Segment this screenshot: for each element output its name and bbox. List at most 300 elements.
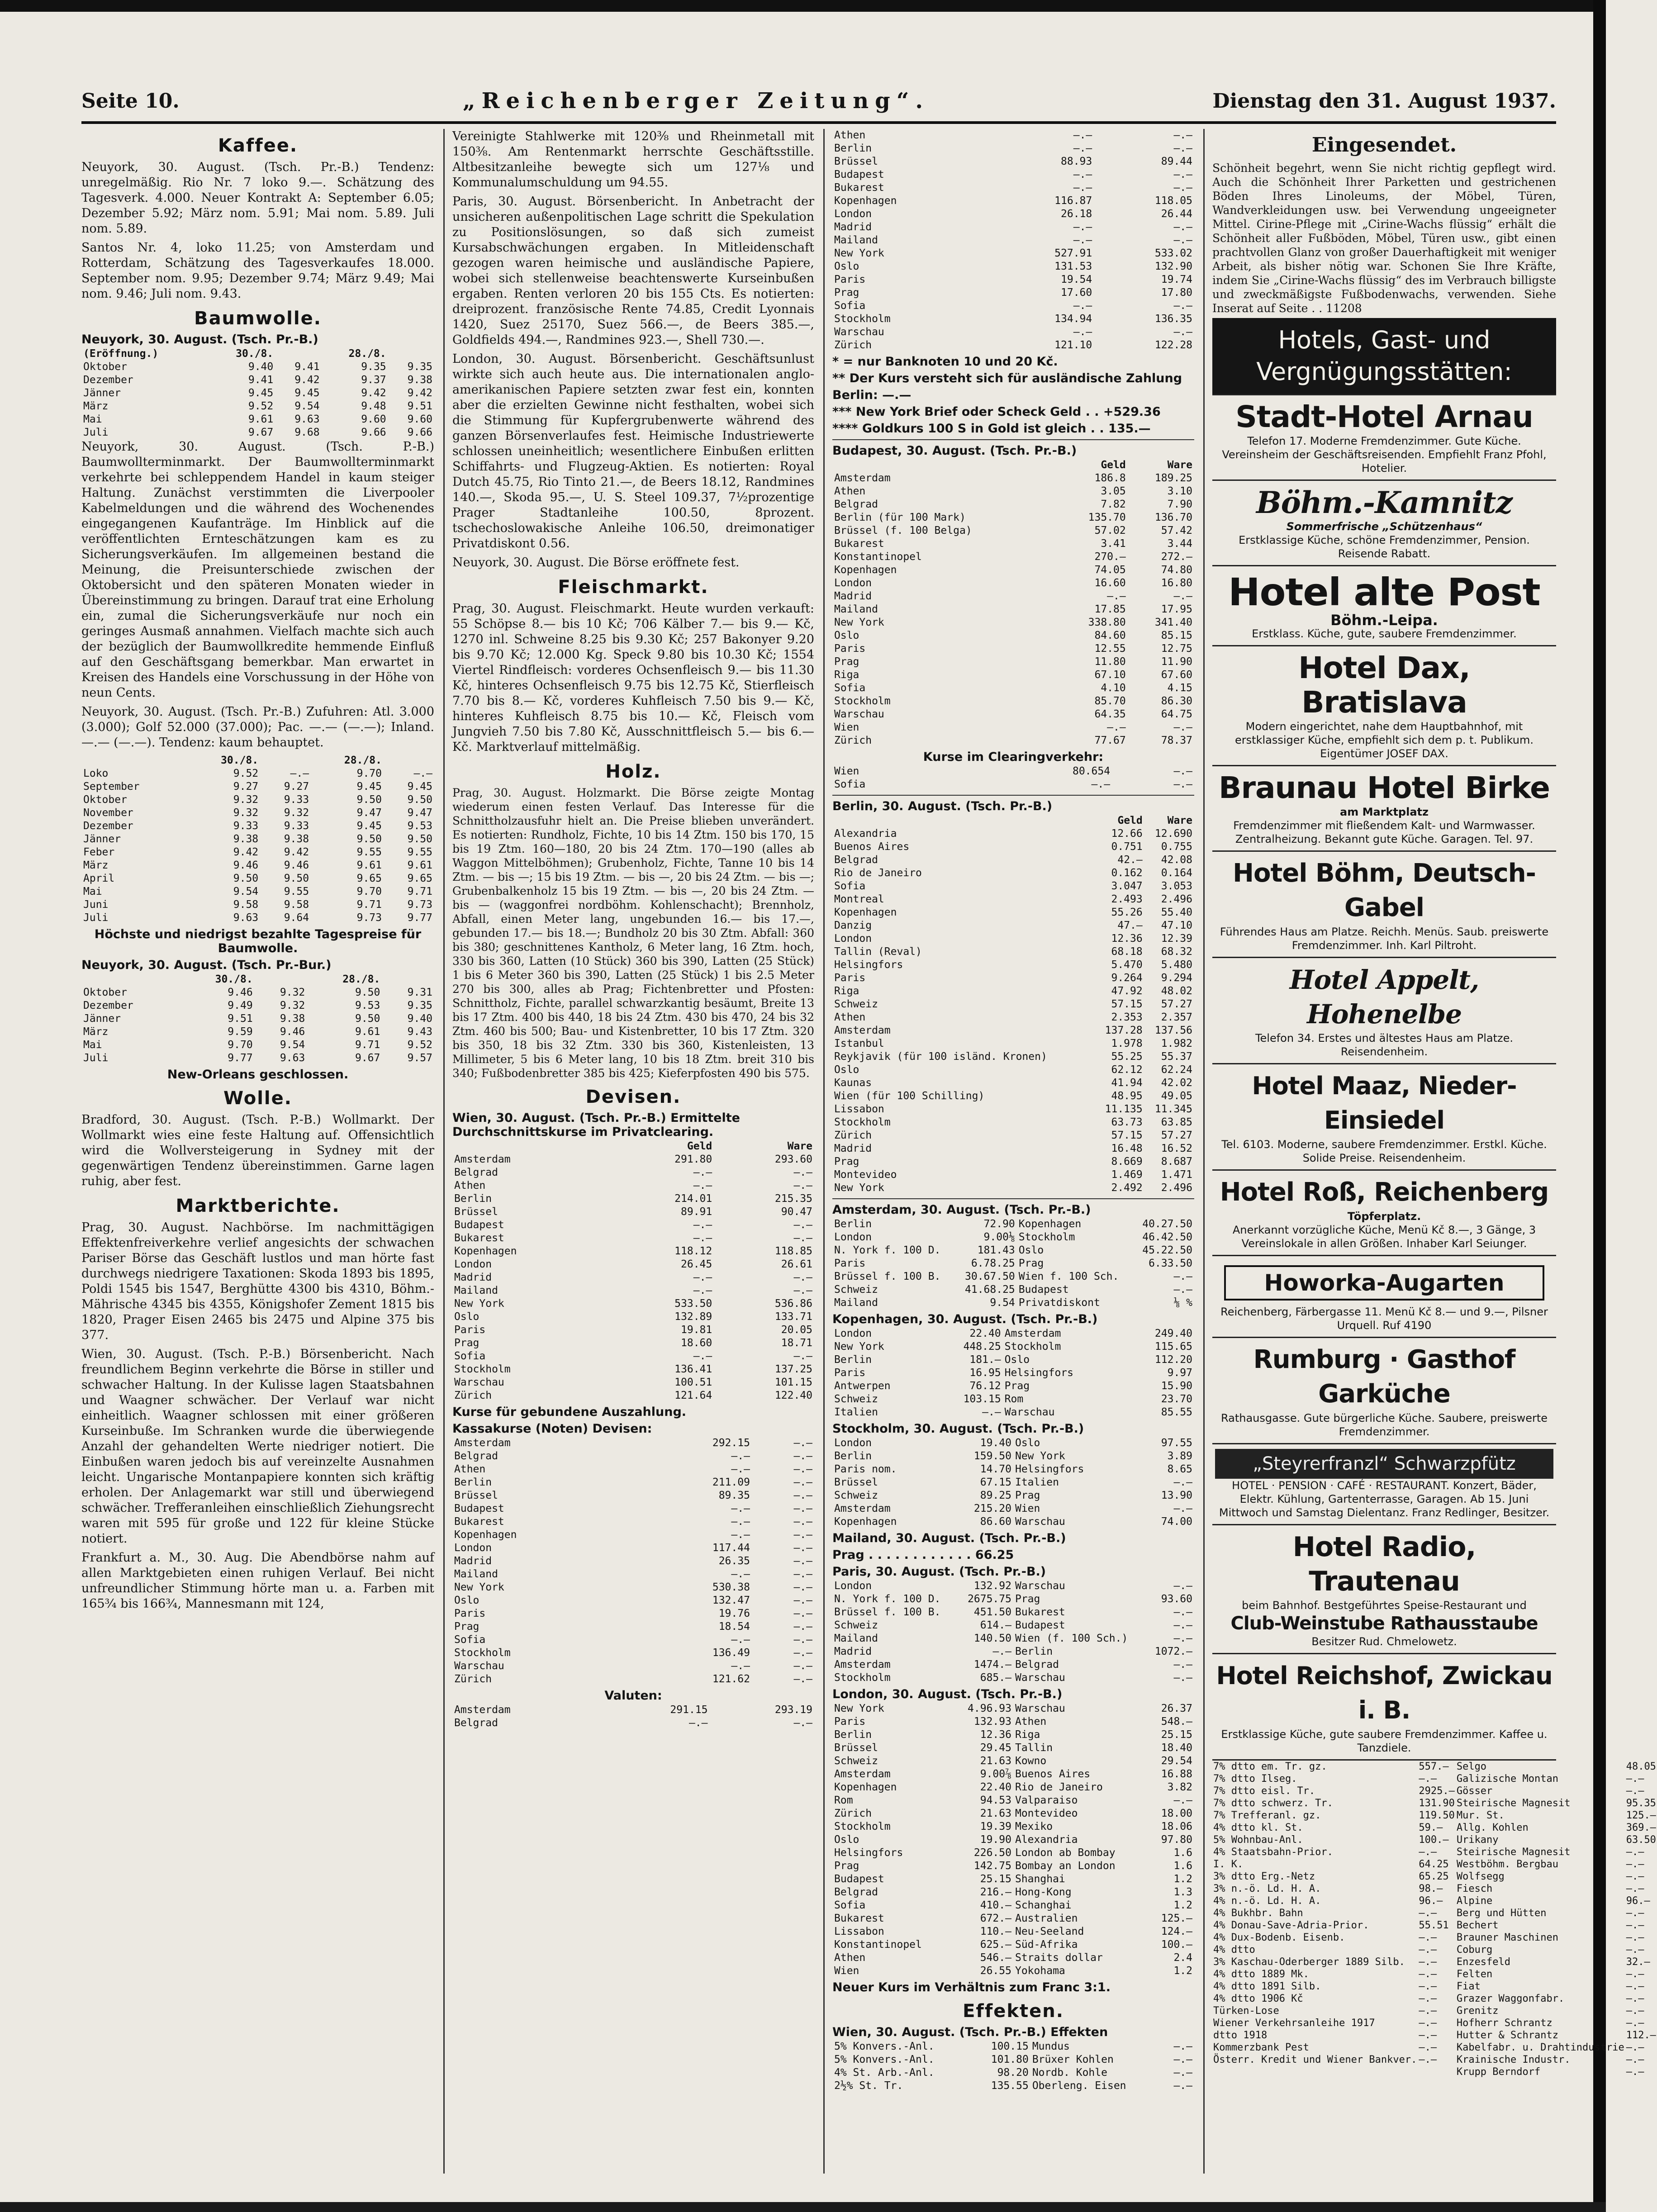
cell-value: 6.78.25 (971, 1258, 1015, 1269)
cell-value: 9.63 (280, 1052, 305, 1064)
table-row (452, 1704, 814, 1717)
row-label: 7% dtto em. Tr. gz. (1213, 1761, 1327, 1772)
cell-value: —.— (793, 1621, 812, 1633)
row-label: Rom (1004, 1393, 1024, 1405)
row-label: Warschau (1015, 1703, 1065, 1714)
newspaper-title: „Reichenberger Zeitung“. (463, 88, 930, 114)
row-label: Madrid (834, 221, 872, 233)
cell-value: —.— (1173, 1580, 1192, 1592)
cell-value: 46.42.50 (1142, 1231, 1192, 1243)
table-row (832, 1580, 1194, 1593)
row-label: Steirische Magnesit (1456, 1846, 1571, 1858)
row-label: Athen (834, 129, 866, 141)
table-row (452, 1568, 814, 1581)
row-label: Warschau (1004, 1406, 1055, 1418)
table-row (832, 1367, 1194, 1380)
kopenhagen-table (832, 1327, 1194, 1419)
budapest-table (832, 459, 1194, 747)
effekten-table (832, 2040, 1194, 2093)
cell-value: 2.4 (1173, 1952, 1192, 1964)
cell-value: 97.80 (1161, 1834, 1192, 1846)
cell-value: —.— (731, 1450, 750, 1462)
cell-value: 338.80 (1088, 617, 1126, 628)
cell-value: 29.54 (1161, 1755, 1192, 1767)
column-3 (832, 129, 1194, 2174)
cell-value: 122.28 (1154, 339, 1192, 351)
table-row (832, 655, 1194, 669)
row-label: Prag (1004, 1380, 1030, 1392)
cell-value: 96.— (1419, 1895, 1443, 1907)
cell-value: 9.58 (233, 899, 259, 911)
cell-value: 9.50 (407, 794, 432, 806)
table-row (832, 695, 1194, 708)
row-label: London (454, 1542, 492, 1554)
cell-value: 9.41 (294, 361, 320, 373)
cell-value: 65.25 (1419, 1871, 1449, 1882)
berlin-heading: Berlin, 30. August. (Tsch. Pr.-B.) (832, 799, 1053, 813)
section-heading-fleischmarkt: Fleischmarkt. (558, 577, 709, 598)
cell-value: —.— (793, 1463, 812, 1475)
cell-value: 9.55 (284, 886, 309, 897)
row-label: 3% dtto Erg.-Netz (1213, 1871, 1315, 1882)
table-row (832, 577, 1194, 590)
row-label: New York (834, 1182, 884, 1194)
row-label: Zürich (454, 1673, 492, 1685)
row-label: Kopenhagen (454, 1245, 517, 1257)
cell-value: 9.38 (280, 1013, 305, 1025)
table-row (832, 1050, 1194, 1063)
row-label: 5% Wohnbau-Anl. (1213, 1834, 1303, 1846)
cell-value: 49.05 (1161, 1090, 1192, 1102)
table-row (81, 859, 434, 872)
row-label: Madrid (454, 1555, 492, 1567)
cell-value: 215.20 (973, 1503, 1011, 1514)
row-label: Mailand (834, 1633, 878, 1644)
row-label: Shanghai (1015, 1873, 1065, 1885)
table-row (832, 195, 1194, 208)
cell-value: 74.05 (1094, 564, 1126, 576)
cell-value: 181.43 (977, 1244, 1015, 1256)
table-row (452, 1633, 814, 1647)
row-label: Riga (1015, 1729, 1040, 1741)
cell-value: —.— (1173, 1619, 1192, 1631)
cell-value: 45.22.50 (1142, 1244, 1192, 1256)
cell-value: 9.70 (228, 1039, 253, 1051)
row-label: Antwerpen (834, 1380, 891, 1392)
cell-value: —.— (1173, 590, 1192, 602)
table-row (832, 1063, 1194, 1077)
cell-value: —.— (793, 1647, 812, 1659)
table-row (832, 1873, 1194, 1886)
table-row (832, 485, 1194, 498)
row-label: Oslo (834, 261, 859, 272)
row-label: Mur. St. (1456, 1810, 1505, 1821)
cell-value: —.— (793, 1634, 812, 1646)
cell-value: 8.687 (1161, 1156, 1192, 1168)
cell-value: —.— (793, 1568, 812, 1580)
cell-value: —.— (793, 1450, 812, 1462)
cell-value: 131.90 (1419, 1798, 1455, 1809)
row-label: I. K. (1213, 1859, 1244, 1870)
row-label: Juli (83, 912, 109, 924)
devisen-table-wien (452, 1140, 814, 1402)
row-label: Paris (454, 1608, 486, 1619)
table-row (1212, 1895, 1657, 1907)
row-label: Belgrad (454, 1450, 498, 1462)
cell-value: 9.57 (407, 1052, 432, 1064)
row-label: Oktober (83, 361, 127, 373)
cell-value: —.— (1173, 1284, 1192, 1296)
cell-value: —.— (1073, 300, 1092, 312)
row-label: März (83, 1026, 109, 1038)
table-row (832, 2066, 1194, 2079)
cell-value: 18.71 (781, 1337, 812, 1349)
table-row (832, 1742, 1194, 1755)
cell-value: 11.135 (1105, 1103, 1143, 1115)
cell-value: 116.87 (1054, 195, 1092, 207)
row-label: Wien (für 100 Schilling) (834, 1090, 985, 1102)
cell-value: 9.66 (361, 427, 386, 438)
row-label: Dezember (83, 820, 133, 832)
cell-value: 96.— (1626, 1895, 1650, 1907)
table-row (452, 1581, 814, 1594)
row-label: 4% Donau-Save-Adria-Prior. (1213, 1920, 1369, 1931)
row-label: Athen (454, 1180, 486, 1191)
cell-value: 90.47 (781, 1206, 812, 1218)
cell-value: 2.492 (1111, 1182, 1143, 1194)
paris-table (832, 1580, 1194, 1685)
table-row (832, 1965, 1194, 1978)
cell-value: —.— (693, 1350, 712, 1362)
cell-value: —.— (1419, 2030, 1437, 2041)
table-row (452, 1376, 814, 1389)
table-row (832, 629, 1194, 642)
table-row (832, 1231, 1194, 1244)
clearing-table (832, 765, 1194, 791)
page-number: Seite 10. (81, 89, 180, 113)
london-report: London, 30. August. Börsenbericht. Geschäftsunlust wirkte sich auch heute aus. Die internationalen anglo-amerikanischen Papiere setzten zwar fest ein, konnten aber die erzielten Gewinne nicht festhalten, wobei sich die Stimmung für Kupfergrubenwerte während des ganzen Börsenverlaufes fest. Heimische Industriewerte schlossen uneinheitlich; wesentlichere Einbußen erlitten Schiffahrts- und Flugzeug-Aktien. Es notierten: Royal Dutch 45.75, Rio Tinto 21.—, de Beers 18.12, Randmines 140.—, Skoda 95.—, U. S. Steel 109.37, 7½prozentige Prager Stadtanleihe 100.50, 8prozent. tschechoslowakische Anleihe 106.50, dreimonatiger Privatdiskont 0.56. (452, 352, 814, 551)
mailand-heading: Mailand, 30. August. (Tsch. Pr.-B.) (832, 1531, 1066, 1545)
cell-value: 72.90 (983, 1218, 1015, 1230)
row-label: 4% dtto 1889 Mk. (1213, 1969, 1309, 1980)
row-label: Warschau (454, 1377, 504, 1388)
cell-value: 85.70 (1094, 695, 1126, 707)
cell-value: 74.80 (1161, 564, 1192, 576)
ad-text: beim Bahnhof. Bestgeführtes Speise-Restaurant und (1242, 1599, 1527, 1612)
row-label: Stockholm (454, 1647, 511, 1659)
row-label: 4% n.-ö. Ld. H. A. (1213, 1895, 1321, 1907)
cell-value: 9.53 (355, 1000, 380, 1011)
cell-value: 17.95 (1161, 603, 1192, 615)
cell-value: 137.56 (1154, 1025, 1192, 1036)
cell-value: 1.6 (1173, 1847, 1192, 1859)
cell-value: 9.42 (284, 846, 309, 858)
baumwolle-zufuhren: Neuyork, 30. August. (Tsch. Pr.-B.) Zufuhren: Atl. 3.000 (3.000); Golf 52.000 (37.000); Pac. —.— (—.—); Inland. —.— (—.—). Tendenz: kaum behauptet. (81, 705, 434, 750)
row-label: Oslo (834, 630, 859, 641)
cell-value: 131.53 (1054, 261, 1092, 272)
row-label: Oberleng. Eisen (1032, 2080, 1126, 2092)
cell-value: —.— (1173, 1633, 1192, 1644)
row-label: Westböhm. Bergbau (1456, 1859, 1558, 1870)
row-label: Paris (834, 274, 866, 285)
row-label: Felten (1456, 1969, 1493, 1980)
cell-value: —.— (1626, 1785, 1644, 1797)
cell-value: 9.60 (407, 413, 432, 425)
ad-title: Hotel Radio, Trautenau (1292, 1531, 1476, 1597)
table-row (832, 1886, 1194, 1899)
row-label: Montevideo (834, 1169, 897, 1181)
table-row (832, 932, 1194, 945)
section-heading-devisen: Devisen. (585, 1087, 681, 1107)
cell-value: 64.25 (1419, 1859, 1449, 1870)
ad-place: am Marktplatz (1340, 806, 1429, 818)
cell-value: 16.80 (1161, 577, 1192, 589)
table-row (81, 400, 434, 413)
cell-value: —.— (1626, 1773, 1644, 1785)
cell-value: 3.10 (1167, 485, 1192, 497)
cell-value: 63.85 (1161, 1116, 1192, 1128)
cell-value: —.— (1419, 1773, 1437, 1785)
cell-value: 2925.— (1419, 1785, 1455, 1797)
baumwolle-subheading: Neuyork, 30. August. (Tsch. Pr.-B.) (81, 332, 318, 347)
cell-value: —.— (793, 1595, 812, 1606)
cell-value: 9.50 (355, 987, 380, 998)
cell-value: —.— (413, 768, 432, 779)
table-row (832, 564, 1194, 577)
cell-value: 9.54 (294, 400, 320, 412)
cell-value: —.— (1626, 1969, 1644, 1980)
amsterdam-heading: Amsterdam, 30. August. (Tsch. Pr.-B.) (832, 1203, 1091, 1217)
cell-value: 7.90 (1167, 498, 1192, 510)
table-row (832, 827, 1194, 840)
row-label: Wiener Verkehrsanleihe 1917 (1213, 2017, 1375, 2029)
cell-value: —.— (1173, 765, 1192, 777)
row-label: Zürich (454, 1390, 492, 1401)
row-label: Brüxer Kohlen (1032, 2054, 1114, 2065)
ad-title: Hotel Dax, Bratislava (1298, 650, 1470, 720)
row-label: Schweiz (834, 1393, 878, 1405)
table-row (452, 1192, 814, 1206)
cell-value: 57.42 (1161, 525, 1192, 536)
cell-value: 3.82 (1167, 1781, 1192, 1793)
cell-value: 18.00 (1161, 1808, 1192, 1819)
baumwolle-report: Neuyork, 30. August. (Tsch. P.-B.) Baumwollterminmarkt. Der Baumwollterminmarkt verkehrte bei schleppendem Handel in kaum steiger Haltung. Zunächst verstimmten die Liverpooler Kabelmeldungen und die während des Wochenendes eingegangenen Kaufanträge. Im Hinblick auf die veröffentlichten Ernteschätzungen kam es zu Sicherungsverkäufen. Im allgemeinen bestand die Meinung, die Preisunterschiede zwischen der Oktobersicht und den späteren Monaten wieder in Übereinstimmung zu bringen. Darauf trat eine Erholung ein, zumal die Sicherungsverkäufe nur noch ein geringes Ausmaß annahmen. Vielfach machte sich auch der bezüglich der Baumwollkredite hemmende Einfluß auf den Geschäftsgang bemerkbar. Man erwartet in Kreisen des Handels eine Vorschussung in der Höhe von neun Cents. (81, 440, 434, 700)
table-row (1212, 1773, 1657, 1785)
cell-value: 62.24 (1161, 1064, 1192, 1076)
cell-value: 100.— (1161, 1939, 1192, 1951)
table-row (452, 1450, 814, 1463)
cell-value: 18.60 (681, 1337, 712, 1349)
row-label: Warschau (1015, 1516, 1065, 1528)
cell-value: 136.35 (1154, 313, 1192, 325)
new-orleans-closed: New-Orleans geschlossen. (167, 1068, 349, 1082)
row-label: Jänner (83, 387, 121, 399)
cell-value: 57.02 (1094, 525, 1126, 536)
cell-value: 64.35 (1094, 708, 1126, 720)
table-row (452, 1476, 814, 1489)
row-label: 4% dtto 1906 Kč (1213, 1993, 1303, 2004)
table-row (832, 208, 1194, 221)
table-row (832, 1658, 1194, 1671)
cell-value: 9.50 (233, 873, 259, 884)
table-row (832, 1024, 1194, 1037)
row-label: London (834, 1328, 872, 1339)
ad-text: Führendes Haus am Platze. Reichh. Menüs. Saub. preiswerte Fremdenzimmer. Inh. Karl Piltroht. (1220, 926, 1549, 952)
cell-value: 9.38 (233, 833, 259, 845)
row-label: Schweiz (834, 1284, 878, 1296)
row-label: N. York f. 100 D. (834, 1244, 941, 1256)
cell-value: 118.12 (674, 1245, 712, 1257)
table-row (81, 780, 434, 793)
row-label: Straits dollar (1015, 1952, 1103, 1964)
cell-value: 12.39 (1161, 933, 1192, 945)
cell-value: —.— (793, 1490, 812, 1501)
cell-value: —.— (1173, 2067, 1192, 2079)
row-label: Oslo (834, 1834, 859, 1846)
row-label: Süd-Afrika (1015, 1939, 1078, 1951)
column-header (388, 347, 434, 361)
cell-value: —.— (793, 1476, 812, 1488)
holz-report: Prag, 30. August. Holzmarkt. Die Börse zeigte Montag wiederum einen festen Verlauf. Das Interesse für die Schnittholzausfuhr hielt an. Die Preise blieben unverändert. Es notierten: Rundholz, Fichte, 10 bis 14 Ztm. 150 bis 170, 15 bis 19 Ztm. 160—180, 20 bis 24 Ztm. 170—190 (alles ab Waggon Mittelböhmen); Grubenholz, Fichte, Tanne 10 bis 14 Ztm. — bis —; 15 bis 19 Ztm. — bis —, 20 bis 24 Ztm. — bis —; Grubenbalkenholz 15 bis 19 Ztm. — bis —, 20 bis 24 Ztm. — bis — (waggonfrei nordböhm. Kohlenschacht); Brennholz, Abfall, einen Meter lang, ungebunden 16.— bis 17.—, gebunden 17.— bis 18.—; Bundholz 20 bis 30 Ztm. Abfall: 360 bis 380; geschnittenes Kantholz, 6 Meter lang, 16 Ztm. hoch, 330 bis 360, Latten (10 Stück) 360 bis 390, Latten (25 Stück) 1 bis 6 Meter 360 bis 390, Latten (25 Stück) 1 bis 2.5 Meter 270 bis 300, alles ab Prag; Fichtenbretter und Pfosten: Schnittholz, Fichte, parallel schwarzkantig besäumt, Breite 13 bis 17 Ztm. 400 bis 440, 18 bis 24 Ztm. 430 bis 470, 24 bis 32 Ztm. 460 bis 500; Bau- und Kistenbretter, 10 bis 17 Ztm. 320 bis 350, 18 bis 32 Ztm. 330 bis 360, Kistenleisten, 13 Millimeter, 5 bis 6 Meter lang, 10 bis 18 Ztm. breit 310 bis 340; Fußbodenbretter 385 bis 425; Kieferpfosten 490 bis 575. (452, 786, 814, 1080)
row-label (1212, 2066, 1418, 2078)
table-row (832, 1860, 1194, 1873)
cell-value: —.— (1419, 2017, 1437, 2029)
table-row (832, 326, 1194, 339)
table-row (452, 1607, 814, 1620)
cell-value: 9.47 (356, 807, 382, 819)
table-row (81, 872, 434, 885)
cell-value: 22.40 (980, 1781, 1011, 1793)
cell-value: 132.92 (973, 1580, 1011, 1592)
eingesendet-text: Schönheit begehrt, wenn Sie nicht richtig gepflegt wird. Auch die Schönheit Ihrer Parketten und gestrichenen Böden Ihres Linoleums, der Möbel, Türen, Wandverkleidungen usw. bei Verwendung ungeeigneter Mittel. Cirine-Pflege mit „Cirine-Wachs flüssig“ erhält die Schönheit aller Fußböden, Möbel, Türen usw., gibt einen prachtvollen Glanz von großer Dauerhaftigkeit mit weniger Arbeit, als bisher nötig war. Schonen Sie Ihre Kräfte, indem Sie „Cirine-Wachs flüssig“ des im Verbrauch billigste und zweckmäßigste Fußbodenwachs, verwenden. Siehe Inserat auf Seite . . 11208 (1212, 161, 1556, 315)
row-label: 4% dtto (1213, 1944, 1255, 1956)
row-label: Buenos Aires (1015, 1768, 1091, 1780)
cell-value: —.— (693, 1285, 712, 1296)
cell-value: 557.— (1419, 1761, 1449, 1772)
column-4 (1212, 129, 1656, 2174)
table-row (832, 2040, 1194, 2053)
cell-value: —.— (1073, 221, 1092, 233)
cell-value: 125.— (1161, 1913, 1192, 1924)
cell-value: —.— (290, 768, 309, 779)
devisen-footnote-2: ** Der Kurs versteht sich für ausländische Zahlung (832, 371, 1182, 385)
cell-value: —.— (731, 1503, 750, 1514)
row-label: Krupp Berndorf (1456, 2066, 1541, 2078)
table-row (832, 1619, 1194, 1632)
table-row (832, 472, 1194, 485)
table-row (81, 1052, 434, 1065)
table-row (1212, 1993, 1657, 2005)
table-row (1212, 1968, 1657, 1980)
row-label: Danzig (834, 920, 872, 931)
cell-value: —.— (1419, 1956, 1437, 1968)
cell-value: 48.95 (1111, 1090, 1143, 1102)
row-label: Sofia (834, 682, 866, 694)
row-label: Feber (83, 846, 115, 858)
table-row (832, 1244, 1194, 1257)
table-row (832, 1702, 1194, 1715)
cell-value: 112.20 (1154, 1354, 1192, 1366)
cell-value: 9.71 (407, 886, 432, 897)
row-label: Türken-Lose (1213, 2005, 1279, 2017)
cell-value: 29.45 (980, 1742, 1011, 1754)
cell-value: 42.— (1117, 854, 1143, 866)
cell-value: —.— (793, 1673, 812, 1685)
section-heading-marktberichte: Marktberichte. (176, 1196, 340, 1216)
cell-value: 341.40 (1154, 617, 1192, 628)
cell-value: 136.41 (674, 1363, 712, 1375)
row-label: Enzesfeld (1456, 1956, 1511, 1968)
cell-value: 7.82 (1101, 498, 1126, 510)
markt-wien: Wien, 30. August. (Tsch. P.-B.) Börsenbericht. Nach freundlichem Beginn verkehrte die Börse in stiller und schwacher Haltung. In der Kulisse lagen Staatsbahnen und Waagner schwächer. Der Verlauf war nicht einheitlich. Waagner schlossen mit einer größeren Kurseinbuße. Im Schranken wurde die überwiegende Anzahl der gehandelten Werte niedriger notiert. Die Einbußen waren jedoch bis auf vereinzelte Ausnahmen leicht. Ungarische Montanpapiere konnten sich kräftig erholen. Der Anlagemarkt war still und überwiegend schwächer. Trefferanleihen einschließlich Ziehungsrecht waren mit 595 für große und 122 für kleine Stücke notiert. (81, 1347, 434, 1546)
row-label: Bukarest (1015, 1606, 1065, 1618)
cell-value: 9.71 (356, 899, 382, 911)
cell-value: —.— (793, 1529, 812, 1541)
cell-value: 9.37 (361, 374, 386, 386)
cell-value: 9.50 (284, 873, 309, 884)
row-label: März (83, 400, 109, 412)
table-row (452, 1297, 814, 1310)
cell-value: 272.— (1161, 551, 1192, 563)
cell-value: —.— (982, 1406, 1001, 1418)
row-label: März (83, 859, 109, 871)
cell-value: 451.50 (973, 1606, 1011, 1618)
ad-title: Stadt-Hotel Arnau (1235, 399, 1533, 434)
row-label: Wien (f. 100 Sch.) (1015, 1633, 1128, 1644)
row-label: Paris (834, 1716, 866, 1728)
row-label: Wolfsegg (1456, 1871, 1505, 1882)
row-label: Riga (834, 669, 859, 681)
row-label: Bukarest (454, 1516, 504, 1528)
table-row (832, 524, 1194, 537)
column-header (81, 973, 180, 986)
ad-title: Hotel Roß, Reichenberg (1220, 1177, 1549, 1207)
cell-value: —.— (731, 1634, 750, 1646)
row-label: Helsingfors (834, 1847, 903, 1859)
row-label: 4% dtto 1891 Silb. (1213, 1981, 1321, 1992)
cell-value: 63.50 (1626, 1834, 1656, 1846)
row-label: Mexiko (1015, 1821, 1053, 1832)
cell-value: —.— (793, 1660, 812, 1672)
cell-value: 186.8 (1094, 472, 1126, 484)
row-label: Reykjavik (für 100 isländ. Kronen) (834, 1051, 1047, 1063)
row-label: Tallin (1015, 1742, 1053, 1754)
row-label: New York (1015, 1450, 1065, 1462)
cell-value: —.— (693, 1232, 712, 1244)
row-label: 5% Konvers.-Anl. (834, 2041, 935, 2052)
table-row (832, 286, 1194, 299)
cell-value: —.— (793, 1542, 812, 1554)
cell-value: —.— (1626, 1883, 1644, 1894)
row-label: New York (454, 1298, 504, 1310)
cell-value: 19.90 (980, 1834, 1011, 1846)
cell-value: 133.71 (774, 1311, 812, 1323)
table-row (1212, 1944, 1657, 1956)
cell-value: —.— (1419, 1908, 1437, 1919)
row-label: Madrid (834, 590, 872, 602)
cell-value: 9.51 (407, 400, 432, 412)
cell-value: 9.50 (407, 833, 432, 845)
cell-value: —.— (1173, 326, 1192, 338)
cell-value: 6.33.50 (1149, 1258, 1192, 1269)
row-label: Berlin (834, 142, 872, 154)
table-row (832, 1450, 1194, 1463)
row-label: Valparaiso (1015, 1794, 1078, 1806)
row-label: London (834, 933, 872, 945)
cell-value: 88.93 (1061, 156, 1092, 167)
cell-value: 55.26 (1111, 907, 1143, 918)
table-row (832, 945, 1194, 959)
